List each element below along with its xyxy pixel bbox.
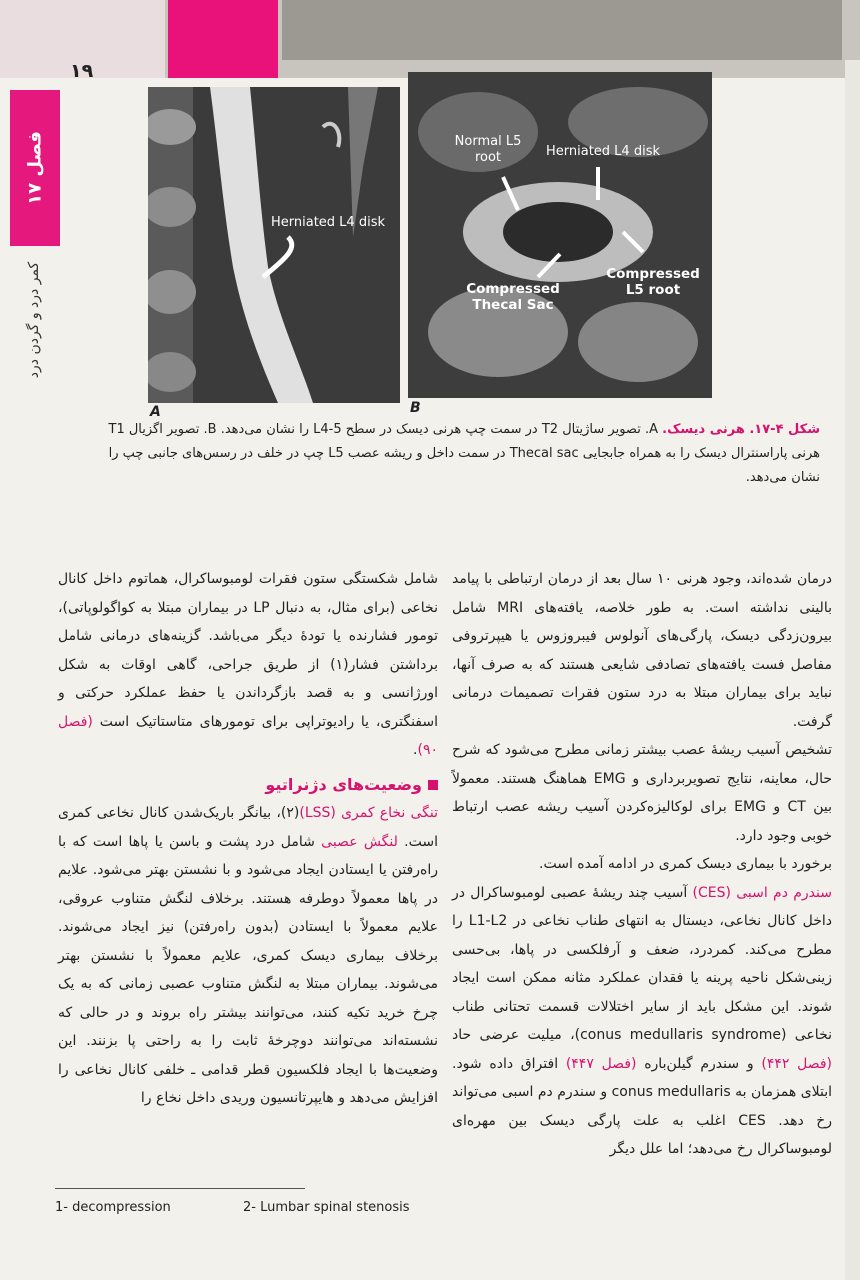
section-heading [58,771,438,800]
paragraph-lss [58,799,438,1113]
mri-sagittal-illustration [148,87,400,403]
heading-text: وضعیت‌های دژنراتیو [265,774,422,794]
footnote-ref-2: (۲) [280,805,300,821]
chapter-ref-442: (فصل ۴۴۲) [761,1055,833,1072]
caption-text: A. تصویر ساژیتال T2 در سمت چپ هرنی دیسک در سطح L4-5 را نشان می‌دهد. B. تصویر اگزیال T1 هرنی پاراسنترال دیسک را به همراه جابجایی Thecal sac در سمت داخل و ریشه عصب L5 چپ در خلف در رسس‌های جانبی چپ را نشان می‌دهد. [108,422,820,485]
panel-a-letter: A [150,404,161,420]
term-ces: سندرم دم اسبی (CES) [692,884,832,901]
right-text-column [452,565,832,1164]
footnote-divider [55,1188,305,1189]
label-compressed-thecal-sac: Compressed Thecal Sac [466,281,560,313]
label-herniated-disk-b: Herniated L4 disk [546,144,660,159]
mri-axial-image [408,72,712,398]
left-text-column [58,565,438,1113]
paragraph [58,565,438,765]
paragraph: درمان شده‌اند، وجود هرنی ۱۰ سال بعد از درمان ارتباطی با پیامد بالینی نداشته است. به طور خلاصه، یافته‌های MRI شامل بیرون‌زدگی دیسک، پارگی‌های آنولوس فیبروزوس یا هیپرتروفی مفاصل فست یافته‌های تصادفی شایعی هستند که به صرف آنها، نباید برای بیماران مبتلا به درد ستون فقرات تصمیمات درمانی گرفت. [452,571,832,730]
chapter-ref-447: (فصل ۴۴۷) [565,1055,637,1072]
text-span: از طریق جراحی، گاهی اوقات به شکل اورژانسی و به قصد بازگرداندن یا حفظ عملکرد حرکتی و اسفنگتری، یا رادیوتراپی برای تومورهای متاستاتیک است [58,656,438,730]
label-herniated-disk-a: Herniated L4 disk [271,215,385,230]
term-claudication: لنگش عصبی [321,833,398,850]
text-span: شامل شکستگی ستون فقرات لومبوساکرال، هماتوم داخل کانال نخاعی (برای مثال، به دنبال LP در بیماران مبتلا به کواگولوپاتی)، تومور فشارنده یا تودهٔ دیگر می‌باشد. گزینه‌های درمانی شامل برداشتن فشار [58,571,439,673]
text-span: . [413,742,418,758]
text-span: افتراق داده شود. ابتلای همزمان به conus medullaris و سندرم دم اسبی می‌تواند رخ دهد. CES اغلب به علت پارگی دیسک بین مهره‌ای لومبوساکرال رخ می‌دهد؛ اما علل دیگر [452,1055,833,1157]
text-span: و سندرم گیلن‌باره [636,1055,762,1072]
mri-sagittal-image [148,87,400,403]
chapter-ref-90: (فصل ۹۰) [58,713,438,758]
footnote-ref-1: (۱) [330,656,349,673]
background-surface [282,0,842,60]
figure-caption [105,418,820,490]
paragraph: برخورد با بیماری دیسک کمری در ادامه آمده است. [539,856,832,872]
page-number: ۱۹ [70,60,94,82]
footnote-2: 2- Lumbar spinal stenosis [243,1200,410,1215]
magenta-cover-edge [168,0,278,82]
chapter-running-title: کمر درد و گردن درد [26,261,42,379]
heading-square-icon [428,780,438,790]
text-span: ، بیانگر باریک‌شدن کانال نخاعی کمری است. [58,805,438,850]
label-compressed-l5-root: Compressed L5 root [606,266,700,298]
chapter-tab [10,90,60,246]
text-span: شامل درد پشت و باسن یا پاها است که با راه‌رفتن یا ایستادن ایجاد می‌شود و با نشستن بهتر می‌شود. علایم در پاها معمولاً دوطرفه هستند. برخلاف لنگش متناوب عروقی، علایم معمولاً با ایستادن (بدون راه‌رفتن) نیز ایجاد می‌شوند. برخلاف بیماری دیسک کمری، علایم معمولاً با نشستن بهتر می‌شوند. بیماران مبتلا به لنگش متناوب عصبی زمانی که به یک چرخ خرید تکیه کنند، می‌توانند بیشتر راه بروند و در حالی که نشسته‌اند می‌توانند دوچرخهٔ ثابت را به راحتی پا بزنند. این وضعیت‌ها با ایجاد فلکسیون قطر قدامی ـ خلفی کانال نخاعی را افزایش می‌دهد و هایپرتانسیون وریدی داخل نخاع را [58,833,438,1106]
page-edge [845,60,860,1280]
caption-title: شکل ۴-۱۷. هرنی دیسک. [662,422,820,437]
panel-b-letter: B [410,400,421,416]
label-normal-l5-root: Normal L5 root [454,134,522,165]
paragraph-ces [452,879,832,1164]
term-lss: تنگی نخاع کمری (LSS) [299,805,438,821]
chapter-tab-label: فصل ۱۷ [24,131,46,205]
text-span: آسیب چند ریشهٔ عصبی لومبوساکرال در داخل کانال نخاعی، دیستال به انتهای طناب نخاعی در L1-L2 را مطرح می‌کند. کمردرد، ضعف و آرفلکسی در پاها، بی‌حسی زینی‌شکل ناحیه پرینه یا فقدان عملکرد مثانه ممکن است ایجاد شوند. این مشکل باید از سایر اختلالات قسمت تحتانی طناب نخاعی (conus medullaris syndrome)، میلیت عرضی حاد [452,884,832,1043]
paragraph: تشخیص آسیب ریشهٔ عصب بیشتر زمانی مطرح می‌شود که شرح حال، معاینه، نتایج تصویربرداری و EMG هماهنگ هستند. معمولاً بین CT و EMG برای لوکالیزه‌کردن آسیب ریشه عصب ارتباط خوبی وجود دارد. [452,742,832,844]
mri-axial-illustration [408,72,712,398]
footnote-1: 1- decompression [55,1200,171,1215]
